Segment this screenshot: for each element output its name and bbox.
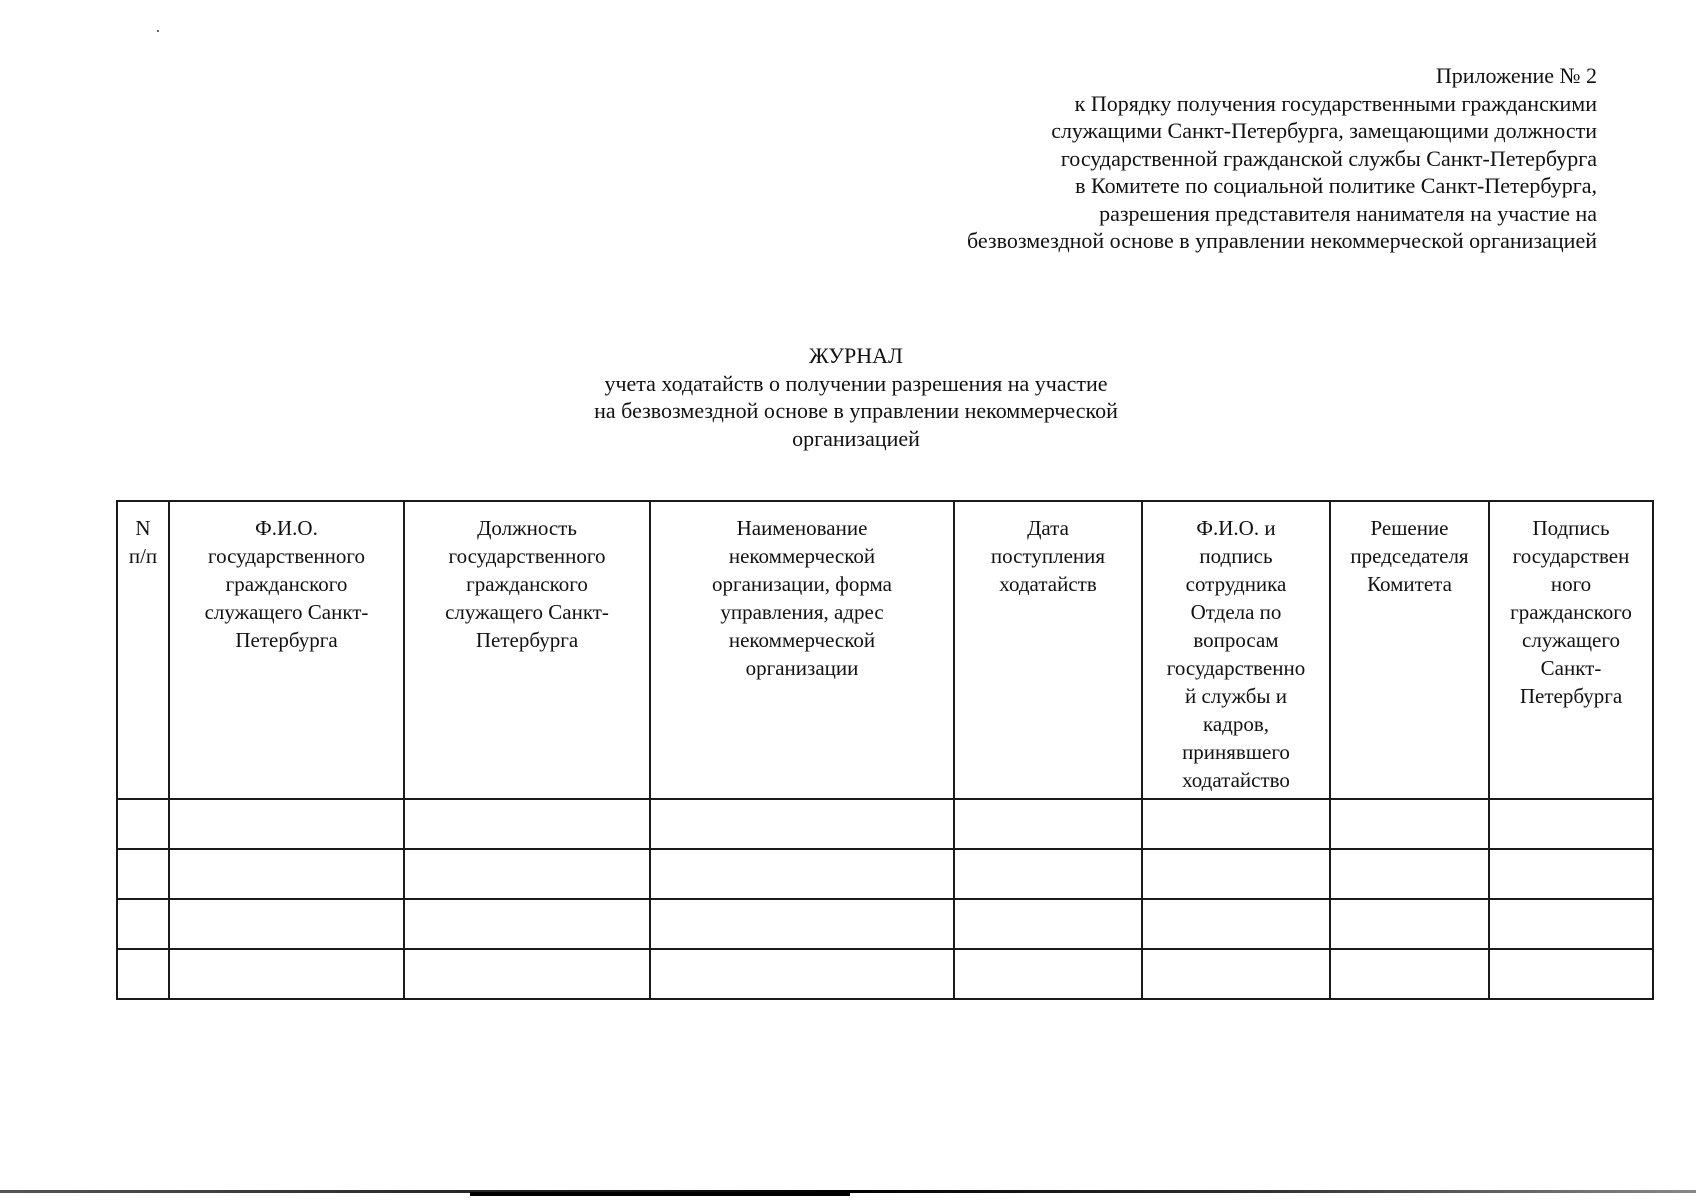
table-row xyxy=(117,899,1653,949)
table-cell xyxy=(954,849,1142,899)
appendix-line: государственной гражданской службы Санкт-Петербурга xyxy=(1060,145,1597,171)
table-cell xyxy=(404,899,650,949)
appendix-line: разрешения представителя нанимателя на участие на xyxy=(1099,200,1597,226)
table-cell xyxy=(954,799,1142,849)
table-header-row xyxy=(117,501,1653,799)
scan-edge-line-dark xyxy=(470,1192,850,1196)
appendix-line: безвозмездной основе в управлении некоммерческой организацией xyxy=(966,228,1597,253)
header-chairman-decision: Решение председателя Комитета xyxy=(1330,501,1489,799)
table-cell xyxy=(1142,899,1330,949)
header-organization: Наименование некоммерческой организации, форма управления, адрес некоммерческой организации xyxy=(650,501,954,799)
header-employee-name: Ф.И.О. государственного гражданского служащего Санкт- Петербурга xyxy=(169,501,404,799)
journal-subtitle-line: учета ходатайств о получении разрешения на участие xyxy=(604,370,1108,396)
table-cell xyxy=(117,799,169,849)
table-cell xyxy=(169,899,404,949)
table-row xyxy=(117,849,1653,899)
table-cell xyxy=(1330,799,1489,849)
appendix-block xyxy=(967,62,1597,255)
table-cell xyxy=(117,949,169,999)
journal-table xyxy=(116,500,1654,1000)
table-cell xyxy=(1330,949,1489,999)
table-cell xyxy=(650,849,954,899)
appendix-line: в Комитете по социальной политике Санкт-Петербурга, xyxy=(1075,173,1597,198)
header-petition-date: Дата поступления ходатайств xyxy=(954,501,1142,799)
table-cell xyxy=(117,849,169,899)
table-cell xyxy=(404,799,650,849)
header-hr-officer: Ф.И.О. и подпись сотрудника Отдела по вопросам государственно й службы и кадров, принявшего ходатайство xyxy=(1142,501,1330,799)
header-employee-signature: Подпись государствен ного гражданского служащего Санкт- Петербурга xyxy=(1489,501,1653,799)
table-cell xyxy=(650,799,954,849)
table-cell xyxy=(954,899,1142,949)
table-row xyxy=(117,799,1653,849)
table-cell xyxy=(1142,849,1330,899)
table-cell xyxy=(1489,799,1653,849)
header-number: N п/п xyxy=(117,501,169,799)
appendix-number: Приложение № 2 xyxy=(1435,63,1597,88)
appendix-line: служащими Санкт-Петербурга, замещающими должности xyxy=(1051,118,1597,143)
table-cell xyxy=(117,899,169,949)
table-cell xyxy=(1489,849,1653,899)
table-row xyxy=(117,949,1653,999)
appendix-line: к Порядку получения государственными гражданскими xyxy=(1074,90,1597,116)
table-cell xyxy=(404,849,650,899)
table-cell xyxy=(1142,799,1330,849)
table-cell xyxy=(954,949,1142,999)
journal-subtitle-line: организацией xyxy=(792,425,920,451)
table-cell xyxy=(1489,949,1653,999)
table-cell xyxy=(1330,849,1489,899)
table-cell xyxy=(169,949,404,999)
table-cell xyxy=(1142,949,1330,999)
header-employee-position: Должность государственного гражданского служащего Санкт- Петербурга xyxy=(404,501,650,799)
journal-heading: ЖУРНАЛ xyxy=(809,343,903,368)
table-cell xyxy=(169,849,404,899)
table-cell xyxy=(169,799,404,849)
table-cell xyxy=(650,949,954,999)
scan-artifact-dot xyxy=(157,30,159,32)
table-cell xyxy=(404,949,650,999)
journal-subtitle-line: на безвозмездной основе в управлении некоммерческой xyxy=(594,398,1118,423)
table-cell xyxy=(1330,899,1489,949)
journal-title-block xyxy=(0,342,1696,452)
table-cell xyxy=(1489,899,1653,949)
table-cell xyxy=(650,899,954,949)
